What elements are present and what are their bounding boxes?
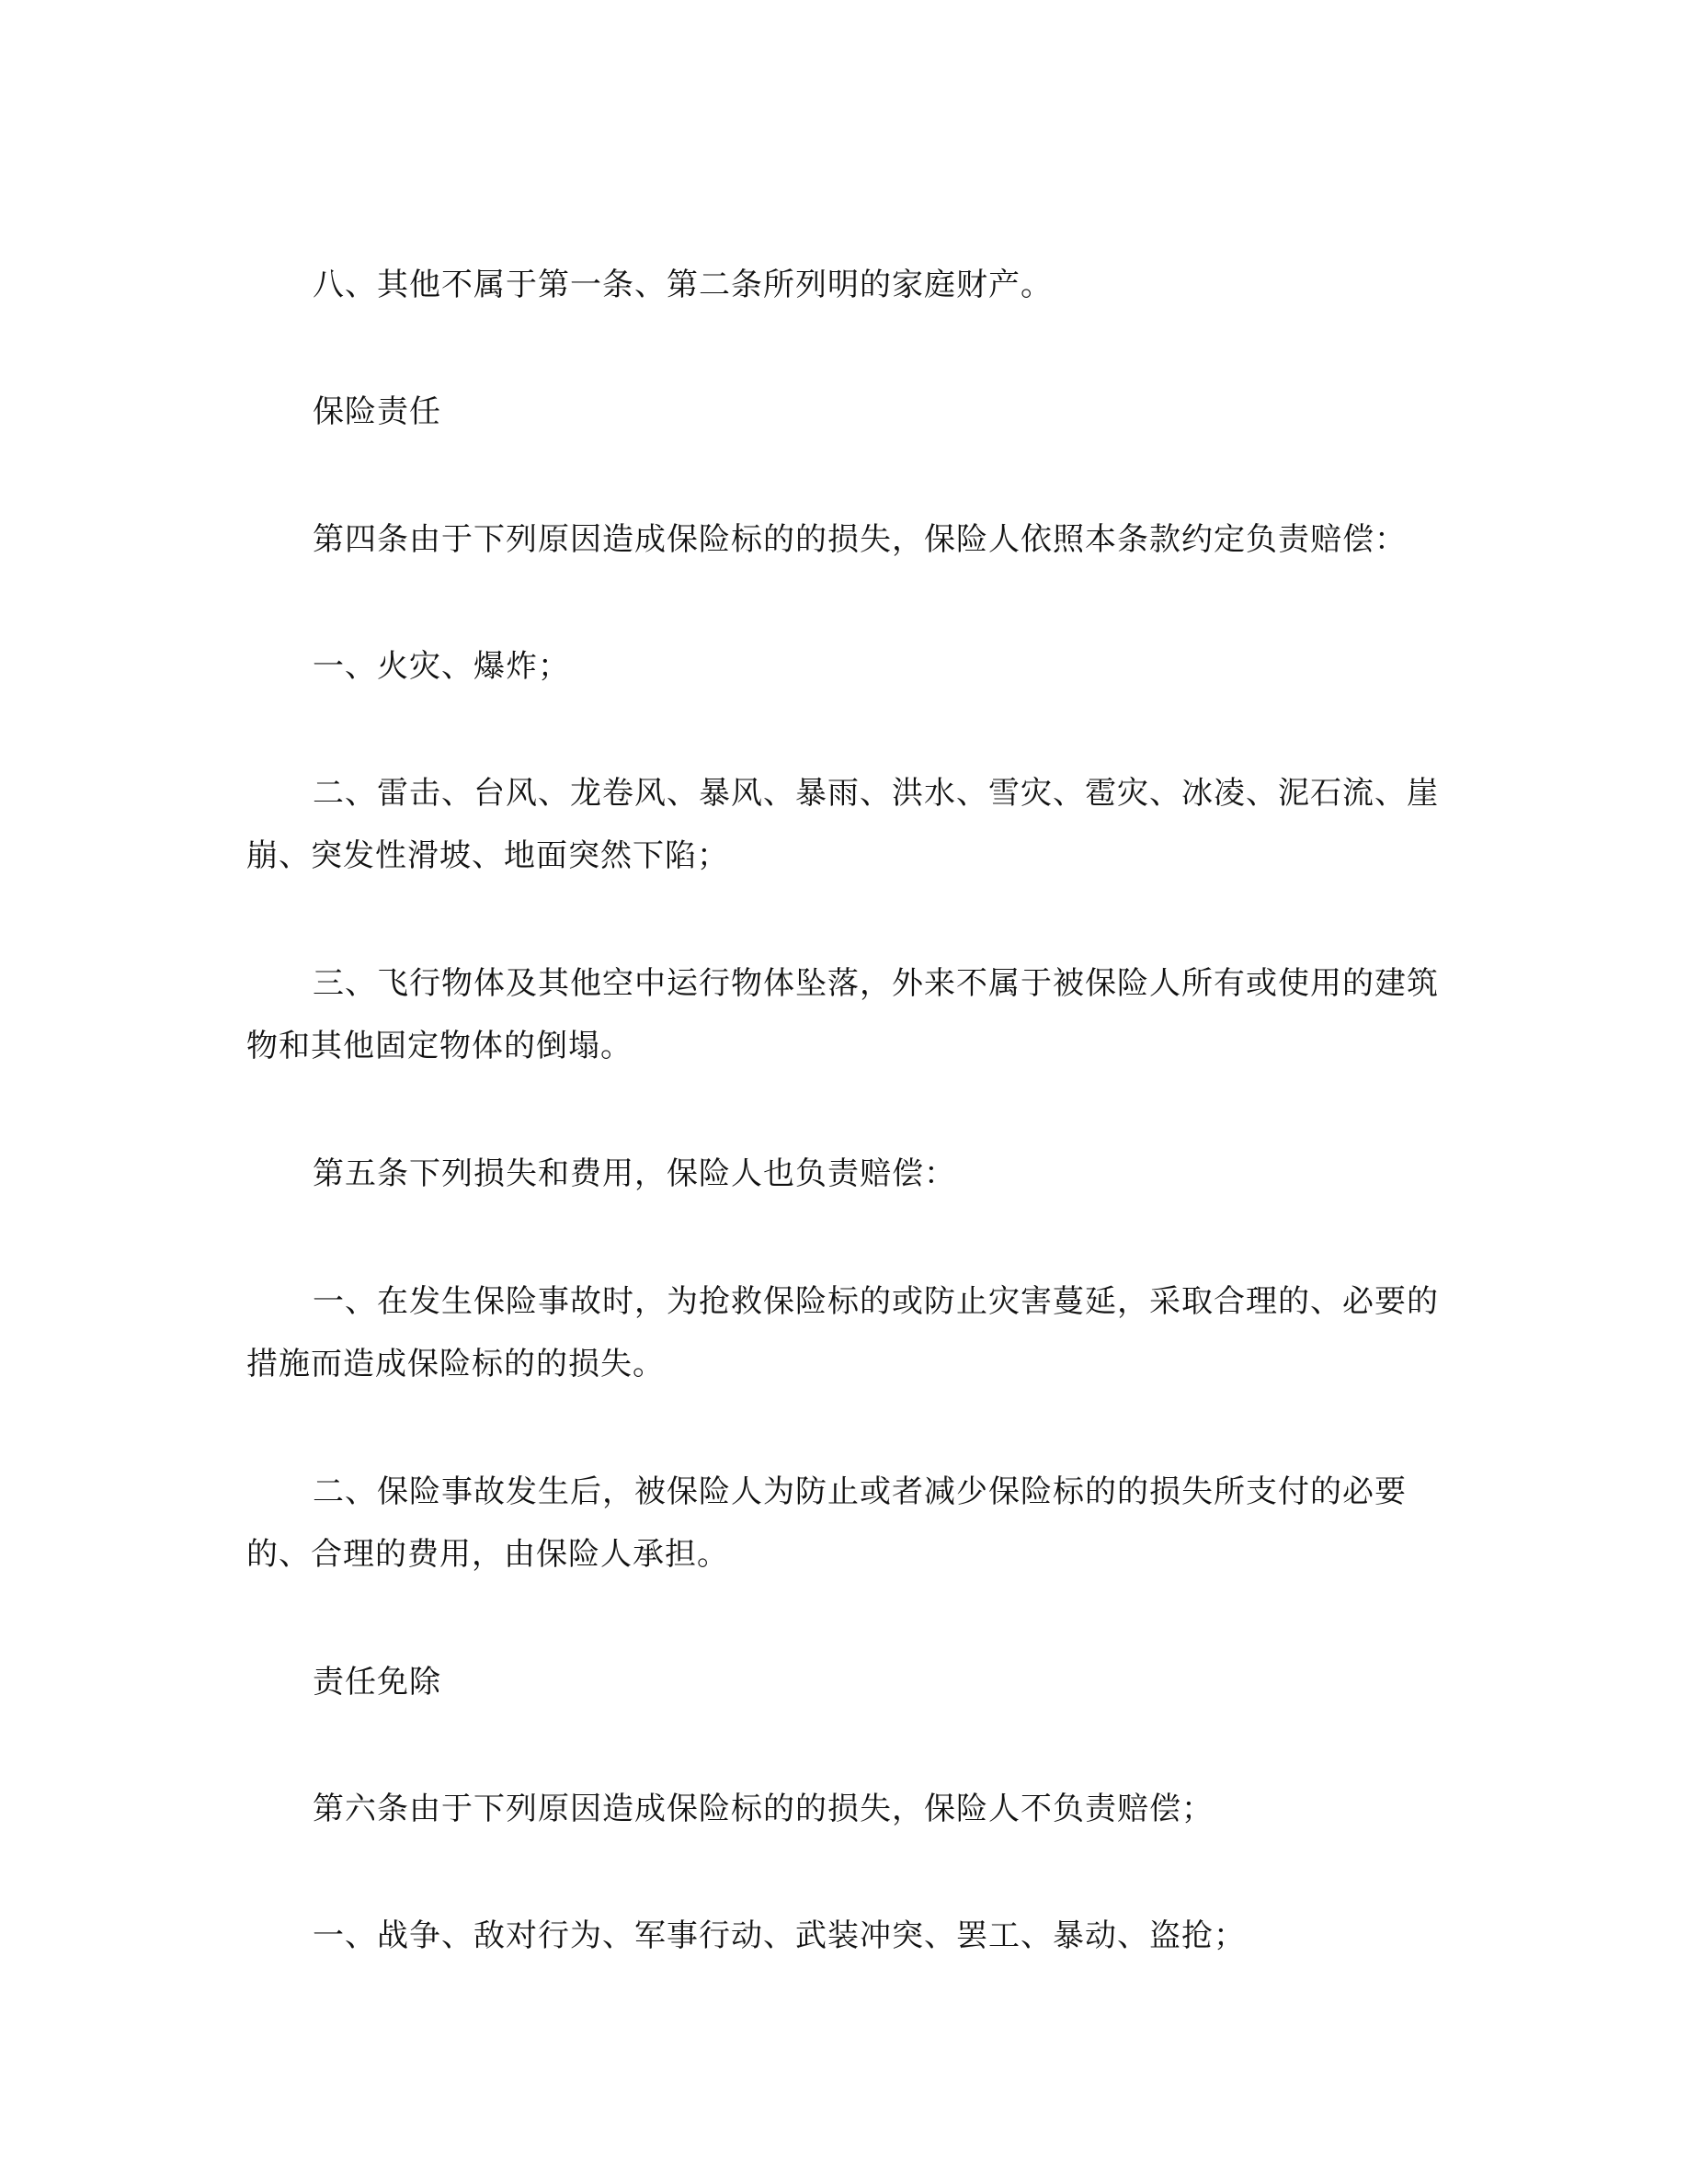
paragraph-expense-item-one: 一、在发生保险事故时，为抢救保险标的或防止灾害蔓延，采取合理的、必要的措施而造成保险标的的损失。 [246,1283,1439,1382]
paragraph-liability-item-two: 二、雷击、台风、龙卷风、暴风、暴雨、洪水、雪灾、雹灾、冰凌、泥石流、崖崩、突发性滑坡、地面突然下陷； [246,775,1439,874]
paragraph-article-six: 第六条由于下列原因造成保险标的的损失，保险人不负责赔偿； [313,1791,1214,1827]
paragraph-article-four: 第四条由于下列原因造成保险标的的损失，保险人依照本条款约定负责赔偿： [313,521,1407,558]
section-heading-insurance-liability: 保险责任 [313,393,441,430]
section-heading-exclusions: 责任免除 [313,1664,441,1701]
paragraph-item-eight: 八、其他不属于第一条、第二条所列明的家庭财产。 [313,267,1053,303]
paragraph-exclusion-item-one: 一、战争、敌对行为、军事行动、武装冲突、罢工、暴动、盗抢； [313,1917,1246,1954]
paragraph-liability-item-three: 三、飞行物体及其他空中运行物体坠落，外来不属于被保险人所有或使用的建筑物和其他固定物体的倒塌。 [246,965,1439,1064]
paragraph-expense-item-two: 二、保险事故发生后，被保险人为防止或者减少保险标的的损失所支付的必要的、合理的费用，由保险人承担。 [246,1473,1407,1573]
paragraph-liability-item-one: 一、火灾、爆炸； [313,648,570,685]
paragraph-article-five: 第五条下列损失和费用，保险人也负责赔偿： [313,1155,956,1192]
